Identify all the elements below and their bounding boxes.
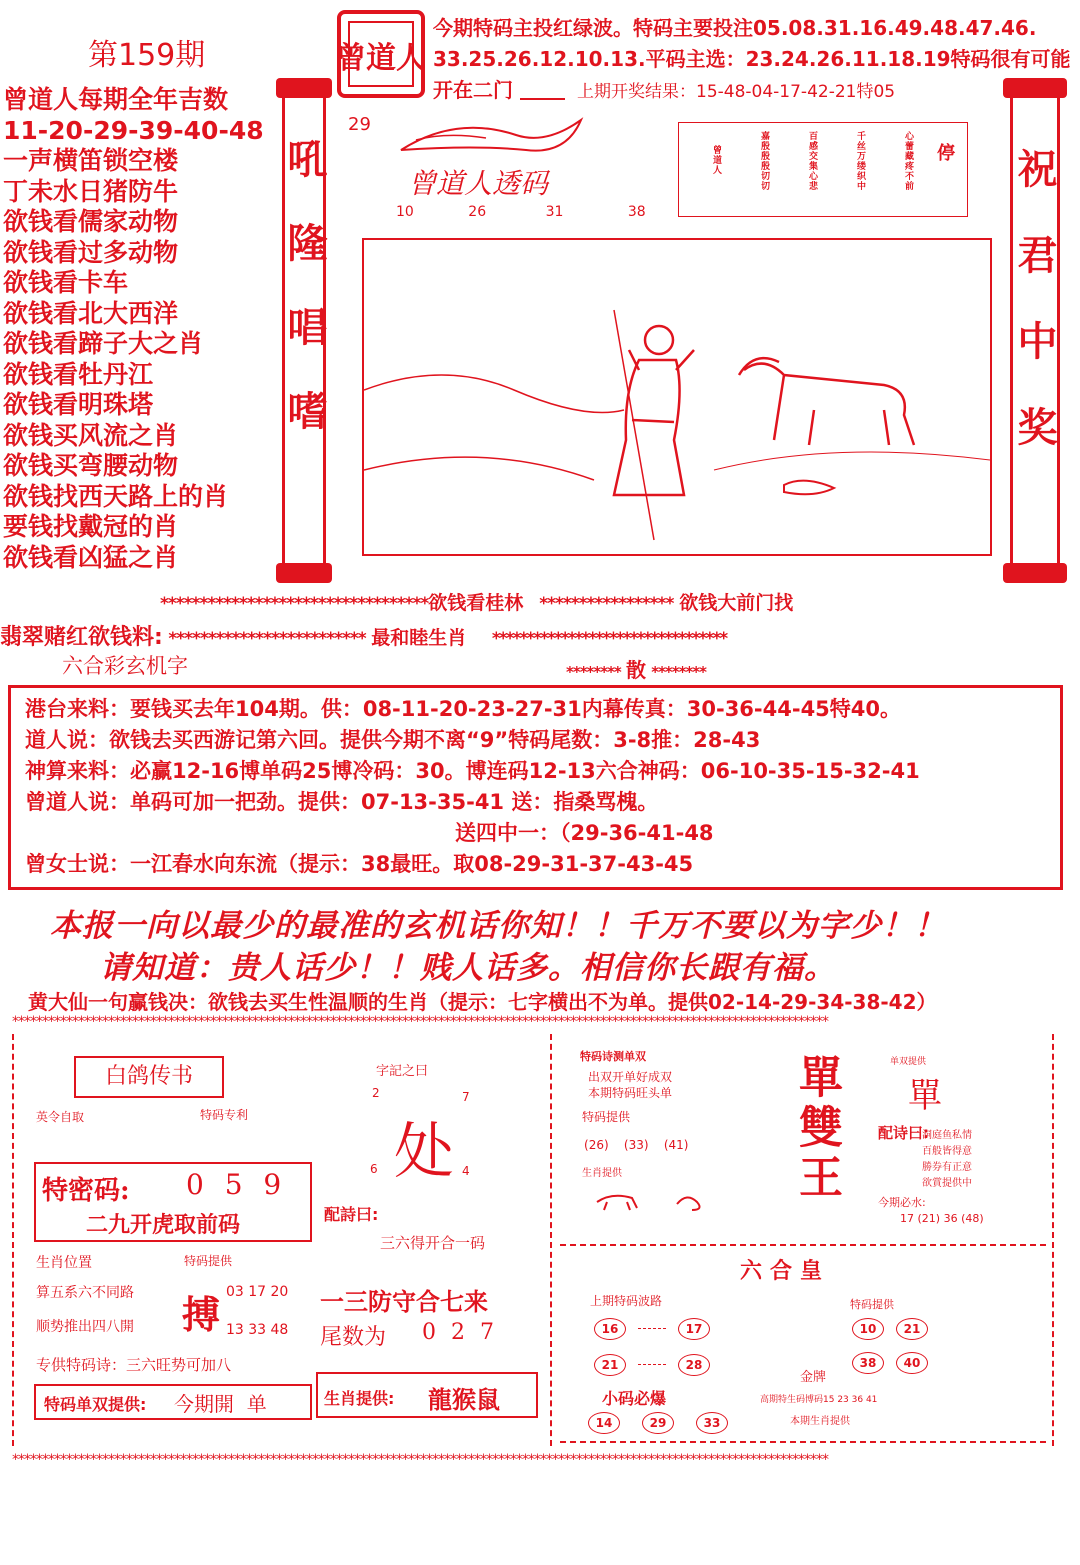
scroll-roll-top	[1003, 78, 1067, 98]
info-line: 道人说：欲钱去买西游记第六回。提供今期不离“9”特码尾数：3-8推：28-43	[25, 728, 761, 752]
info-line: 送四中一：（29-36-41-48	[455, 821, 714, 845]
rtema-num: 26	[588, 1138, 604, 1152]
poem-col: 曾道人	[711, 145, 721, 175]
picture-number: 10	[396, 204, 414, 220]
scroll-right-text: 祝君中奖	[1011, 148, 1058, 492]
last-result: 上期开奖结果：15-48-04-17-42-21特05	[577, 82, 896, 102]
seal-text: 曾道人	[337, 41, 425, 76]
star-row-1	[160, 588, 793, 615]
star-row-3-mid: 散	[626, 658, 646, 682]
char-title: 字記之曰	[376, 1064, 429, 1079]
baige-sub-right: 特码专利	[200, 1108, 249, 1122]
left-list-item: 丁未水日猪防牛	[3, 176, 179, 206]
info-line: 神算来料：必赢12-16博单码25博冷码：30。博连码12-13六合神码：06-10-35-15-32-41	[25, 759, 920, 783]
ranimal-title: 生肖提供	[582, 1168, 622, 1179]
left-list-item: 欲钱找西天路上的肖	[3, 481, 229, 511]
danshuang-label: 特码单双提供:	[44, 1395, 147, 1414]
wave-num: 16	[594, 1318, 626, 1340]
left-list-item: 欲钱买弯腰动物	[3, 451, 179, 480]
left-list-item: 欲钱看北大西洋	[3, 298, 179, 328]
picture-numbers	[396, 204, 646, 220]
left-list-item: 欲钱看牡丹江	[3, 359, 154, 389]
panel-left	[12, 1034, 312, 1446]
last-wave-title: 上期特码波路	[590, 1294, 663, 1308]
star-fill: *****************	[168, 629, 303, 649]
top-line-1: 今期特码主投红绿波。特码主要投注05.08.31.16.49.48.47.46.	[433, 16, 1037, 40]
star-fill: **********************************	[624, 1014, 828, 1030]
rpoem-line: 百般皆得意	[922, 1146, 972, 1157]
left-list-item: 欲钱看儒家动物	[3, 207, 179, 236]
info-box	[8, 685, 1063, 890]
picture-number: 26	[468, 204, 487, 220]
rtema-nums: (26) (33) (41)	[584, 1138, 689, 1152]
star-fill: ********	[651, 663, 706, 681]
liuhe-title: 六合皇	[740, 1258, 831, 1284]
poem-text: 三六得开合一码	[380, 1234, 486, 1252]
tema-num: 10	[852, 1318, 884, 1340]
panel-mid	[310, 1034, 548, 1446]
xiaoma-title: 小码必爆	[602, 1389, 667, 1408]
poem-col: 嘉殷殷殷切切	[759, 131, 769, 191]
jinpai: 金牌	[800, 1370, 827, 1385]
special-poem: 专供特码诗：三六旺势可加八	[36, 1356, 232, 1374]
shengxiao-label: 生肖提供:	[324, 1389, 395, 1408]
scroll-roll-bottom	[276, 563, 332, 583]
rbottom-nums: 17 (21) 36 (48)	[900, 1212, 984, 1225]
zodiac-title: 生肖位置	[36, 1255, 92, 1271]
special-nums-1: 03 17 20	[226, 1284, 289, 1300]
char-num-tl: 2	[372, 1086, 380, 1100]
star-fill: ********	[302, 629, 366, 649]
rtop-line: 出双开单好成双	[588, 1070, 673, 1084]
tema-num: 40	[896, 1352, 928, 1374]
left-scroll	[276, 78, 332, 583]
special-nums-2: 13 33 48	[226, 1322, 289, 1338]
wave-num: 21	[594, 1354, 626, 1376]
rtema-num: 33	[628, 1138, 644, 1152]
zodiac-block	[36, 1250, 176, 1344]
xiaoma-num: 14	[588, 1412, 620, 1434]
star-row-3-right	[566, 654, 706, 683]
tail-value: 0 2 7	[422, 1320, 498, 1345]
char-num-tr: 7	[462, 1090, 470, 1104]
star-row-2-mid: 最和睦生肖	[371, 627, 467, 649]
left-list-item: 欲钱看蹄子大之肖	[3, 329, 204, 358]
right-scroll	[1003, 78, 1067, 583]
xiaoma-num: 29	[642, 1412, 674, 1434]
star-row-1-a: 欲钱看桂林	[428, 592, 524, 614]
picture-area	[336, 100, 1001, 570]
char-num-bl: 6	[370, 1162, 378, 1176]
rbixin: 今期必水:	[878, 1196, 926, 1209]
wave-circles	[594, 1318, 744, 1376]
ref-line: 高期特生码博码15 23 36 41	[760, 1395, 878, 1405]
tail-label: 尾数为	[320, 1325, 387, 1350]
panel-right	[550, 1034, 1054, 1446]
star-fill: **********************************	[12, 1452, 216, 1468]
left-list	[3, 85, 278, 573]
star-row-2-label: 翡翠赌红欲钱料:	[0, 625, 163, 650]
tema-hint: 二九开虎取前码	[86, 1212, 241, 1238]
rtema-title: 特码提供	[582, 1110, 631, 1124]
baige-sub-left: 英令自取	[36, 1110, 85, 1124]
rpoem-line: 勝券有正意	[922, 1162, 972, 1173]
baige-title: 白鸽传书	[104, 1064, 193, 1089]
star-fill: **********************************	[420, 1452, 624, 1468]
rside-title: 单双提供	[890, 1057, 927, 1067]
left-list-item: 欲钱看卡车	[3, 268, 129, 297]
star-fill: *****************	[539, 594, 674, 614]
poem-col: 千丝万缕织中	[855, 131, 865, 191]
big-title: 單雙王	[791, 1054, 842, 1204]
zodiac-line: 顺势推出四八開	[36, 1319, 134, 1335]
star-row-3-label: 六合彩玄机字	[62, 654, 188, 678]
tema-box	[34, 1162, 312, 1242]
fish-icon	[396, 110, 586, 160]
scroll-roll-bottom	[1003, 563, 1067, 583]
rpoem-lines	[922, 1128, 972, 1192]
tema-title2: 特码提供	[850, 1298, 894, 1311]
star-fill: **********************************	[12, 1014, 216, 1030]
picture-number: 38	[627, 204, 646, 220]
star-fill: **********************************	[624, 1452, 828, 1468]
seal-icon	[337, 8, 425, 100]
star-fill: **********************************	[420, 1014, 624, 1030]
rtop-line: 本期特码旺头单	[588, 1086, 673, 1100]
star-fill: **********************************	[160, 594, 429, 614]
left-list-item: 欲钱看明珠塔	[3, 390, 154, 419]
tema-num: 21	[896, 1318, 928, 1340]
bo-char: 搏	[182, 1292, 221, 1337]
monk-and-horse-illustration	[364, 240, 990, 554]
scroll-left-text: 吼隆唱嗜	[281, 138, 328, 474]
tema-value: 0 5 9	[186, 1168, 288, 1201]
defense-line: 一三防守合七来	[320, 1287, 488, 1316]
left-list-item: 欲钱看凶猛之肖	[3, 542, 179, 572]
star-fill: ********	[566, 663, 621, 681]
tema-label: 特密码:	[42, 1176, 130, 1206]
big-char: 处	[394, 1117, 454, 1187]
star-border-bottom	[12, 1452, 1062, 1468]
star-fill: **********************************	[491, 629, 727, 649]
dash-icon	[638, 1364, 666, 1365]
huang-line: 黄大仙一句赢钱决：欲钱去买生性温顺的生肖（提示：七字横出不为单。提供02-14-29-34-38-42）	[28, 990, 937, 1014]
left-list-item: 欲钱看过多动物	[3, 237, 179, 267]
slogan-1: 本报一向以最少的最准的玄机话你知！！千万不要以为字少！！	[50, 908, 946, 944]
monk-figure	[614, 310, 694, 540]
picture-number: 31	[545, 204, 564, 220]
dash-icon	[638, 1328, 666, 1329]
left-list-item: 曾道人每期全年吉数	[3, 85, 229, 114]
star-fill: **********************************	[216, 1452, 420, 1468]
star-row-1-b: 欲钱大前门找	[679, 592, 794, 614]
wave-num: 28	[678, 1354, 710, 1376]
left-list-item: 一声横笛锁空楼	[3, 146, 179, 175]
star-row-2	[0, 620, 726, 651]
shengxiao-title2: 本期生肖提供	[790, 1416, 850, 1427]
danshuang-value: 今期開 单	[174, 1392, 267, 1416]
poem-col: 停	[934, 143, 955, 161]
top-line-2: 33.25.26.12.10.13.平码主选：23.24.26.11.18.19特码很有可能	[433, 47, 1071, 71]
issue-number: 第159期	[88, 38, 206, 73]
info-line: 港台来料：要钱买去年104期。供：08-11-20-23-27-31内幕传真：30-36-44-45特40。	[25, 697, 902, 721]
danshuang-box	[34, 1384, 312, 1420]
tiger-and-snake-icon	[592, 1184, 712, 1214]
rside-char: 單	[908, 1076, 942, 1116]
baige-title-box	[74, 1056, 224, 1098]
tema-circles	[852, 1318, 962, 1374]
info-line: 曾道人说：单码可加一把劲。提供：07-13-35-41 送：指桑骂槐。	[25, 790, 659, 814]
seal-logo	[337, 8, 425, 100]
poem-label: 配詩曰:	[324, 1205, 379, 1224]
zodiac-line: 算五系六不同路	[36, 1285, 134, 1301]
poem-col: 百感交集心悲	[807, 131, 817, 191]
scroll-roll-top	[276, 78, 332, 98]
liuhe-frame	[560, 1244, 1046, 1443]
tema-num: 38	[852, 1352, 884, 1374]
xiaoma-num: 33	[696, 1412, 728, 1434]
picture-top-number: 29	[348, 114, 371, 135]
illustration-frame	[362, 238, 992, 556]
char-num-br: 4	[462, 1164, 470, 1178]
special-title: 特码提供	[184, 1254, 233, 1268]
rpoem-title: 配诗曰:	[878, 1124, 929, 1142]
poem-block	[678, 122, 968, 217]
shengxiao-box	[316, 1372, 538, 1418]
horse-figure	[739, 358, 914, 445]
wave-num: 17	[678, 1318, 710, 1340]
info-lines	[25, 694, 920, 880]
xiaoma-circles	[588, 1412, 788, 1434]
shengxiao-value: 龍猴鼠	[428, 1385, 500, 1414]
left-list-item: 11-20-29-39-40-48	[3, 115, 264, 145]
rpoem-line: 欲賞提供中	[922, 1178, 972, 1189]
star-border-top	[12, 1014, 1062, 1030]
info-line: 曾女士说：一江春水向东流（提示：38最旺。取08-29-31-37-43-45	[25, 852, 694, 876]
left-list-item: 欲钱买风流之肖	[3, 420, 179, 450]
star-fill: **********************************	[216, 1014, 420, 1030]
left-list-item: 要钱找戴冠的肖	[3, 512, 179, 541]
rtop-title: 特码诗测单双	[580, 1050, 646, 1063]
poem-col: 心蕾藏疼不前	[903, 131, 913, 191]
rpoem-line: 洞庭鱼私情	[922, 1130, 972, 1141]
top-line-3: 开在二门	[433, 78, 513, 102]
picture-title: 曾道人透码	[408, 167, 549, 200]
slogan-2: 请知道：贵人话少！！贱人话多。相信你长跟有福。	[100, 950, 836, 986]
star-row-3	[62, 650, 188, 680]
rtema-num: 41	[668, 1138, 684, 1152]
